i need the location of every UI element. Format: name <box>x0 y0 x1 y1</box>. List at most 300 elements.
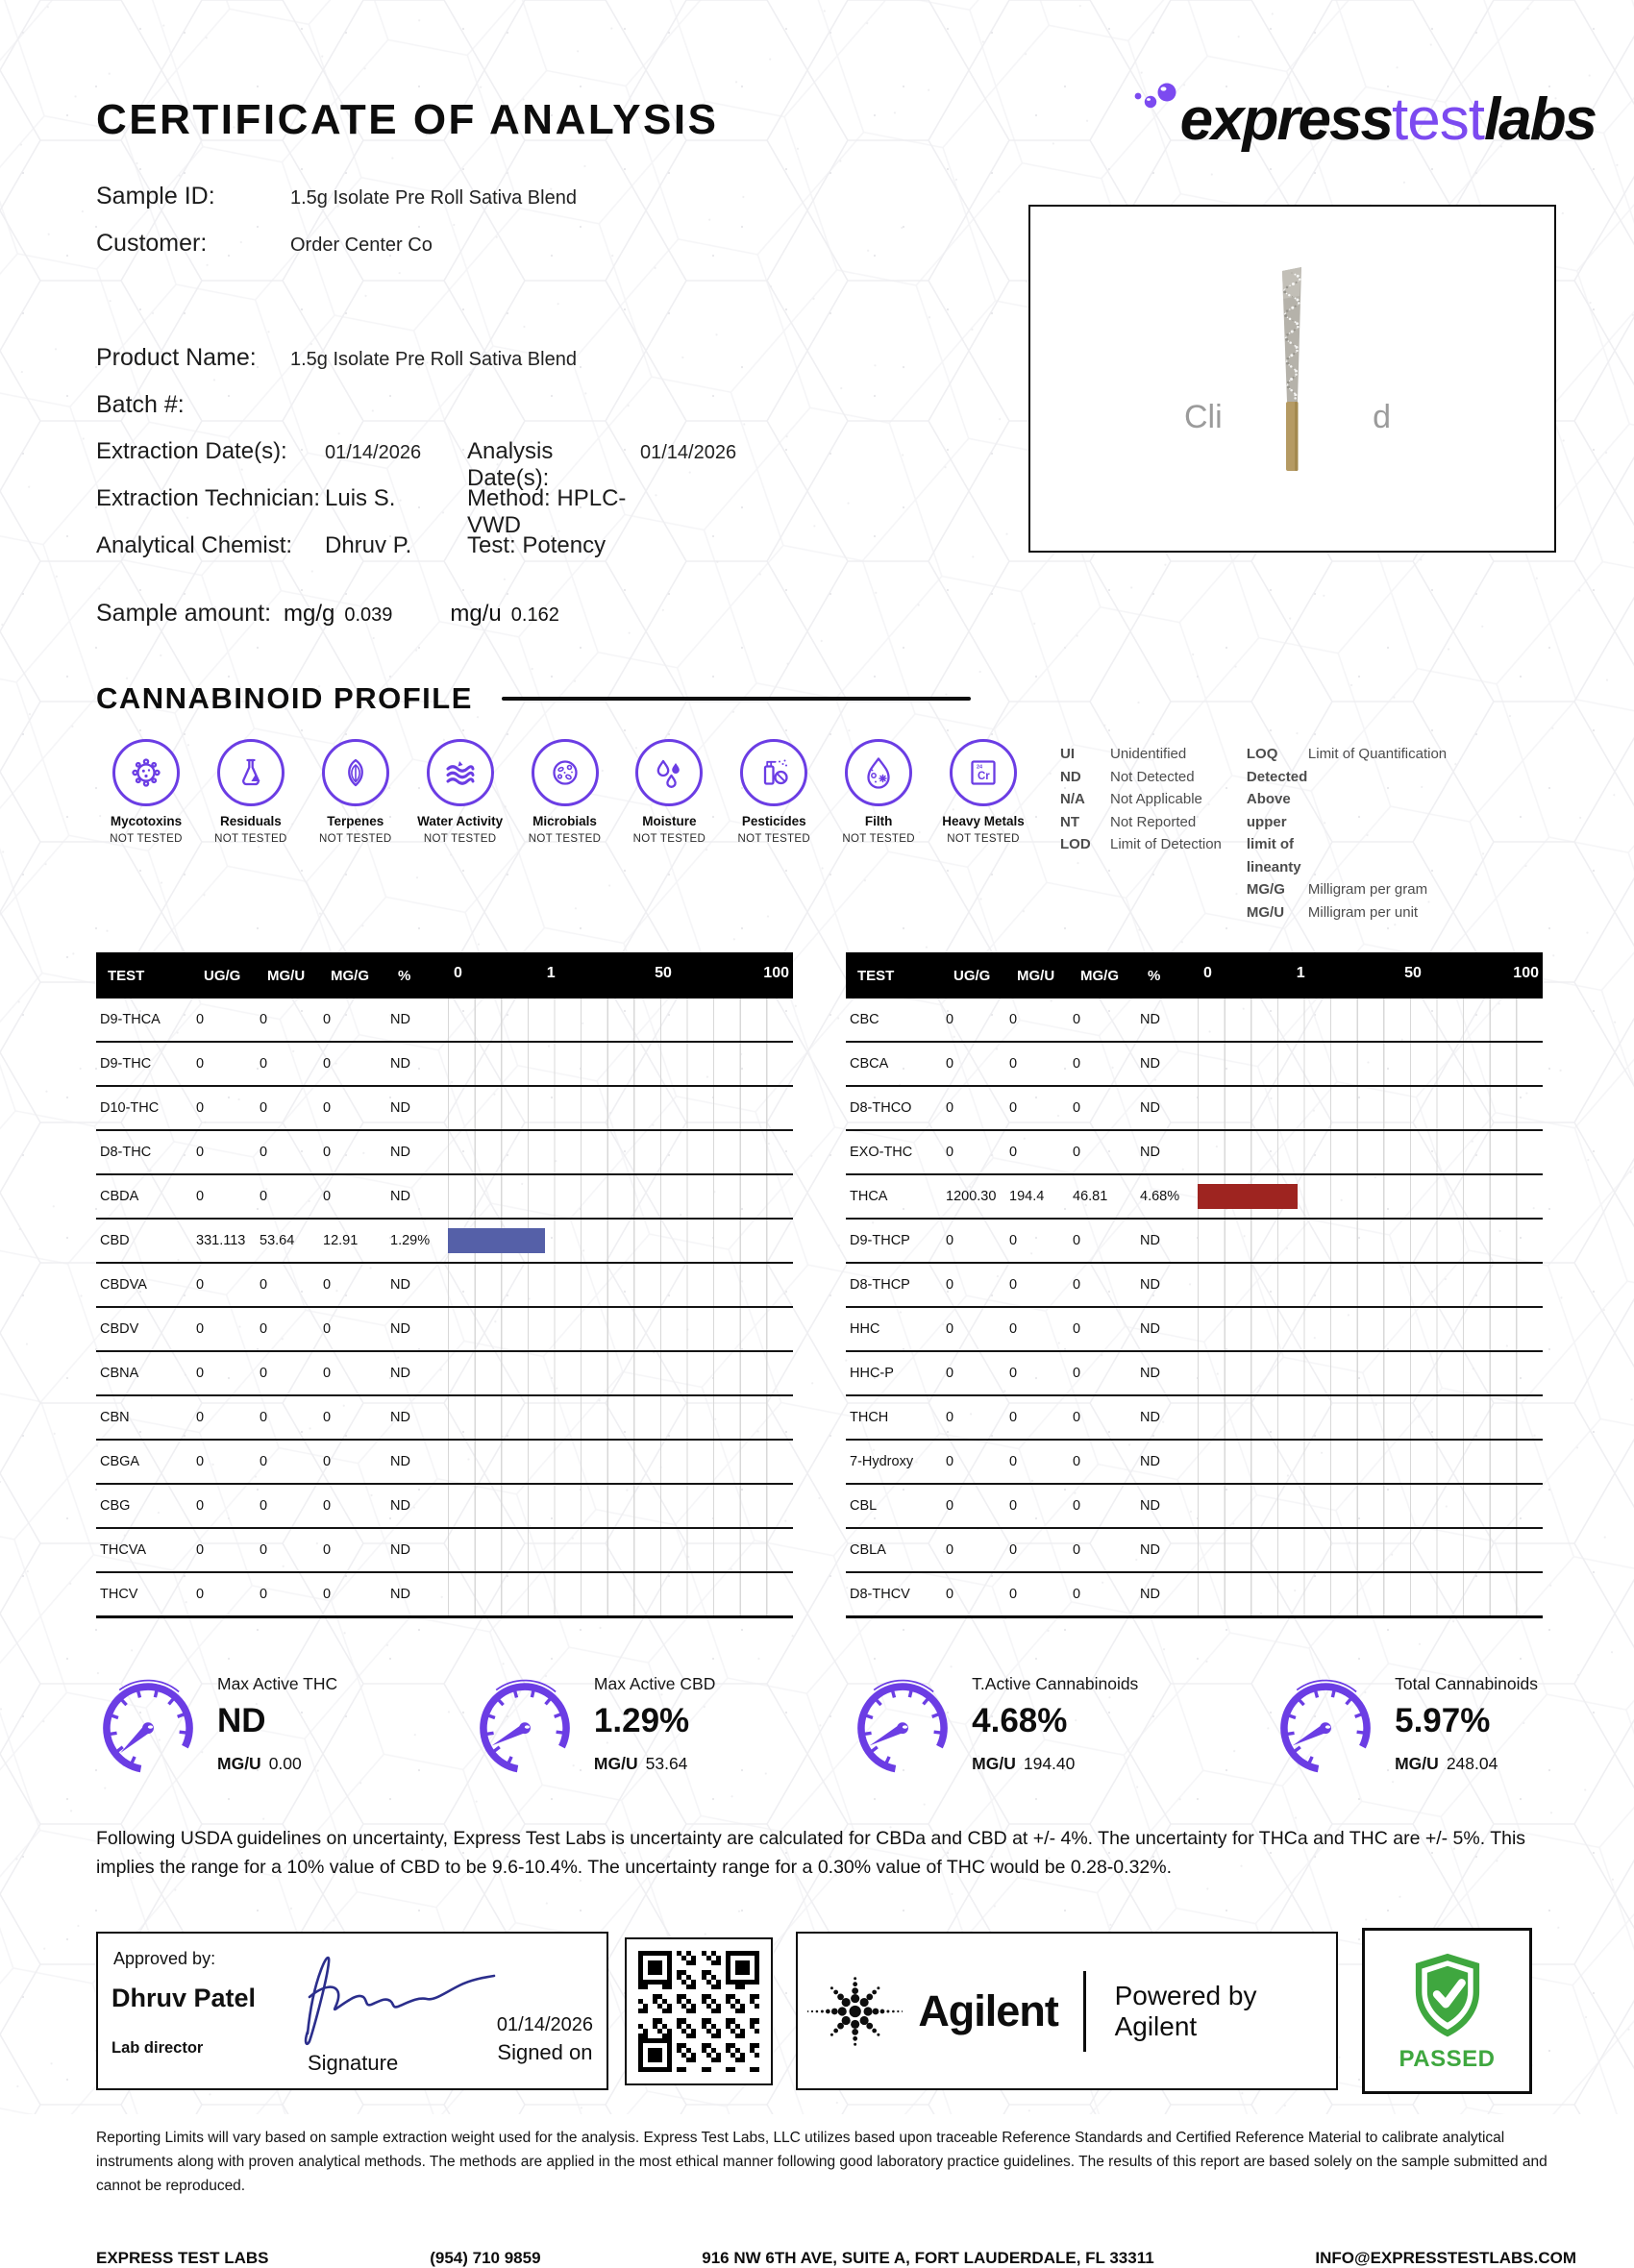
heavy-metals-cr-icon <box>964 753 1003 792</box>
bar-chart-cell <box>448 998 793 1041</box>
sample-info <box>96 183 1000 647</box>
analyte-name: CBNA <box>100 1366 139 1381</box>
bar-chart-cell <box>1198 998 1543 1041</box>
bar-chart-cell <box>448 1087 793 1129</box>
bar-chart-cell <box>1198 1220 1543 1262</box>
percent-value: ND <box>1140 1587 1160 1602</box>
analyte-name: EXO-THC <box>850 1145 913 1160</box>
panel-heavy-metals: 24 Cr Heavy Metals NOT TESTED <box>933 739 1033 924</box>
gauge-total-active-cannabinoids: T.Active Cannabinoids 4.68% MG/U 194.40 <box>851 1672 1138 1780</box>
bar-chart-cell <box>1198 1441 1543 1483</box>
ugg-value: 0 <box>946 1012 954 1027</box>
powered-by-agilent: Powered by Agilent <box>1114 1980 1257 2041</box>
percent-value: ND <box>390 1277 410 1293</box>
not-tested-panels <box>96 739 1033 924</box>
footer-address: 916 NW 6TH AVE, SUITE A, FORT LAUDERDALE, FL 33311 <box>702 2248 1154 2267</box>
analyte-name: D9-THC <box>100 1056 152 1072</box>
cannabinoid-profile-heading <box>96 681 971 716</box>
mgu-value: 0 <box>260 1587 268 1602</box>
gauge-total-cannabinoids: Total Cannabinoids 5.97% MG/U 248.04 <box>1274 1672 1538 1780</box>
table-row <box>96 1264 793 1308</box>
analyte-name: D10-THC <box>100 1100 160 1116</box>
table-row <box>846 1043 1543 1087</box>
bar-chart-cell <box>448 1352 793 1394</box>
percent-value: ND <box>1140 1233 1160 1248</box>
customer-row <box>96 230 1000 277</box>
percent-value: ND <box>1140 1056 1160 1072</box>
extraction-technician-label: Extraction Technician: <box>96 485 321 511</box>
table-row <box>96 1087 793 1131</box>
water-activity-waves-icon <box>441 753 480 792</box>
table-row <box>846 1485 1543 1529</box>
section-title: CANNABINOID PROFILE <box>96 681 473 715</box>
bar-chart-cell <box>448 1573 793 1615</box>
panel-pesticides: Pesticides NOT TESTED <box>724 739 824 924</box>
percent-value: ND <box>390 1100 410 1116</box>
batch-row <box>96 391 1000 438</box>
sample-id-row <box>96 183 1000 230</box>
percent-value: ND <box>1140 1277 1160 1293</box>
bar-chart-cell <box>1198 1396 1543 1439</box>
product-name-value: 1.5g Isolate Pre Roll Sativa Blend <box>290 349 577 370</box>
mgg-value: 0 <box>323 1498 332 1514</box>
upload-placeholder-right: d <box>1373 399 1391 435</box>
chemist-label: Analytical Chemist: <box>96 532 293 558</box>
mgg-value: 0 <box>1073 1100 1081 1116</box>
analysis-date-value: 01/14/2026 <box>640 442 737 463</box>
ugg-value: 0 <box>946 1277 954 1293</box>
signed-on-date: 01/14/2026 <box>496 2014 593 2036</box>
table-row <box>846 1131 1543 1175</box>
table-row <box>846 1573 1543 1618</box>
legend-item: N/A Not Applicable <box>1060 791 1202 807</box>
panel-filth: Filth NOT TESTED <box>829 739 928 924</box>
table-body <box>846 998 1543 1618</box>
logo-bubbles-icon <box>1130 83 1180 127</box>
footer <box>96 2249 1576 2268</box>
table-body <box>96 998 793 1618</box>
percent-value: ND <box>1140 1012 1160 1027</box>
ugg-value: 0 <box>196 1277 205 1293</box>
bar-chart-cell <box>448 1131 793 1173</box>
table-row <box>96 1441 793 1485</box>
mgu-value: 0 <box>1009 1145 1018 1160</box>
percent-value: ND <box>390 1454 410 1469</box>
ugg-value: 0 <box>196 1542 205 1558</box>
mgu-value: 0 <box>260 1366 268 1381</box>
moisture-droplets-icon <box>650 753 688 792</box>
mgu-value: 0 <box>260 1498 268 1514</box>
gauge-icon <box>1274 1672 1377 1780</box>
ugg-value: 0 <box>196 1366 205 1381</box>
analyte-name: CBDVA <box>100 1277 147 1293</box>
table-row <box>96 1043 793 1087</box>
ugg-value: 0 <box>946 1233 954 1248</box>
batch-label: Batch #: <box>96 391 185 418</box>
cannabinoid-table-right <box>846 952 1543 1618</box>
bar-chart-cell <box>448 1308 793 1350</box>
panel-water-activity: Water Activity NOT TESTED <box>410 739 510 924</box>
mgu-value: 0 <box>1009 1233 1018 1248</box>
gauge-icon <box>851 1672 954 1780</box>
bar-chart-cell <box>1198 1043 1543 1085</box>
preroll-product-image <box>1234 228 1349 528</box>
mgu-value: 0 <box>1009 1012 1018 1027</box>
legend-item: ND Not Detected <box>1060 768 1195 785</box>
panel-moisture: Moisture NOT TESTED <box>619 739 719 924</box>
analyte-name: CBDV <box>100 1321 139 1337</box>
residuals-flask-icon <box>232 753 270 792</box>
logo-express: express <box>1179 86 1392 153</box>
bar-chart-cell <box>448 1396 793 1439</box>
analyte-name: THCA <box>850 1189 888 1204</box>
ugg-value: 0 <box>946 1410 954 1425</box>
method-value: HPLC-VWD <box>467 485 627 538</box>
mgu-value: 0 <box>260 1321 268 1337</box>
approval-row <box>96 1928 1538 2094</box>
extraction-technician-value: Luis S. <box>325 485 396 511</box>
ugg-value: 0 <box>196 1587 205 1602</box>
profile-row <box>96 739 1581 924</box>
mgg-value: 0 <box>323 1454 332 1469</box>
agilent-starburst-icon <box>807 1960 903 2063</box>
ugg-value: 0 <box>946 1587 954 1602</box>
table-row <box>846 1352 1543 1396</box>
gauge-max-active-cbd: Max Active CBD 1.29% MG/U 53.64 <box>473 1672 715 1780</box>
footer-phone: (954) 710 9859 <box>430 2248 541 2267</box>
method-row <box>467 485 640 539</box>
logo-test: test <box>1392 86 1484 153</box>
method-label: Method: <box>467 485 551 511</box>
bar-chart-cell <box>1198 1131 1543 1173</box>
upload-placeholder-left: Cli <box>1184 399 1223 435</box>
table-row <box>846 1175 1543 1220</box>
scale-header: 0 1 50 100 <box>454 965 789 981</box>
mgg-value: 0 <box>323 1587 332 1602</box>
percent-value: ND <box>1140 1321 1160 1337</box>
table-row <box>96 1220 793 1264</box>
result-bar <box>1198 1184 1298 1209</box>
mgg-value: 0 <box>323 1410 332 1425</box>
passed-badge <box>1362 1928 1532 2094</box>
terpenes-leaf-icon <box>336 753 375 792</box>
gauge-max-active-thc: Max Active THC ND MG/U 0.00 <box>96 1672 337 1780</box>
summary-gauges <box>96 1672 1538 1780</box>
result-bar <box>448 1228 545 1253</box>
qr-code-box <box>625 1937 773 2085</box>
panel-mycotoxins: Mycotoxins NOT TESTED <box>96 739 196 924</box>
pesticides-spray-icon <box>755 753 793 792</box>
percent-value: ND <box>390 1410 410 1425</box>
mgg-value: 0 <box>1073 1012 1081 1027</box>
uncertainty-note: Following USDA guidelines on uncertainty, Express Test Labs is uncertainty are calculated for CBDa and CBD at +/- 4%. The uncertainty for THCa and THC are +/- 5%. This implies the range for a 10% value of CBD to be 9.6-10.4%. The uncertainty range for a 0.30% value of THC would be 0.28-0.32%. <box>96 1828 1526 1879</box>
table-row <box>96 998 793 1043</box>
mgu-value: 0 <box>260 1145 268 1160</box>
cannabinoid-tables <box>96 952 1634 1618</box>
ugg-value: 0 <box>946 1321 954 1337</box>
mycotoxins-icon <box>127 753 165 792</box>
mgg-value: 0 <box>1073 1233 1081 1248</box>
ugg-value: 0 <box>196 1012 205 1027</box>
percent-value: 1.29% <box>390 1233 431 1248</box>
table-row <box>96 1529 793 1573</box>
passed-label: PASSED <box>1399 2045 1496 2072</box>
signed-on-label: Signed on <box>497 2040 593 2065</box>
mgu-value: 0 <box>260 1277 268 1293</box>
mgg-value: 0 <box>1073 1410 1081 1425</box>
bar-chart-cell <box>1198 1264 1543 1306</box>
legend-item: NT Not Reported <box>1060 813 1197 830</box>
ugg-value: 0 <box>946 1145 954 1160</box>
table-row <box>96 1396 793 1441</box>
legend-left-column <box>1060 743 1222 924</box>
bar-chart-cell <box>448 1175 793 1218</box>
analyte-name: CBC <box>850 1012 879 1027</box>
mgu-value: 0 <box>1009 1410 1018 1425</box>
mgg-value: 0 <box>323 1542 332 1558</box>
mgu-value: 0 <box>260 1012 268 1027</box>
analyte-name: CBCA <box>850 1056 889 1072</box>
bar-chart-cell <box>448 1220 793 1262</box>
percent-value: ND <box>1140 1454 1160 1469</box>
mgg-value: 0 <box>323 1189 332 1204</box>
mgg-value: 0 <box>323 1056 332 1072</box>
table-row <box>846 1441 1543 1485</box>
analyte-name: CBLA <box>850 1542 886 1558</box>
bar-chart-cell <box>448 1485 793 1527</box>
ugg-value: 0 <box>196 1454 205 1469</box>
heading-rule <box>502 697 971 701</box>
bar-chart-cell <box>448 1264 793 1306</box>
ugg-value: 0 <box>196 1056 205 1072</box>
signature <box>281 1937 521 2051</box>
mgg-value: 0 <box>323 1321 332 1337</box>
percent-value: ND <box>390 1145 410 1160</box>
analyte-name: D8-THC <box>100 1145 152 1160</box>
analyte-name: CBL <box>850 1498 878 1514</box>
ugg-value: 0 <box>196 1189 205 1204</box>
header <box>96 86 1596 158</box>
product-name-row <box>96 344 1000 391</box>
mgg-value: 0 <box>323 1366 332 1381</box>
abbreviation-legend <box>1033 739 1581 924</box>
mgu-value: 0 <box>1009 1321 1018 1337</box>
mgu-value: 0 <box>1009 1498 1018 1514</box>
approver-role: Lab director <box>111 2039 204 2058</box>
panel-terpenes: Terpenes NOT TESTED <box>306 739 406 924</box>
signature-label: Signature <box>308 2051 399 2076</box>
mgu-value: 194.4 <box>1009 1189 1045 1204</box>
analyte-name: HHC-P <box>850 1366 894 1381</box>
product-image-box[interactable] <box>1028 205 1556 553</box>
table-row <box>96 1573 793 1618</box>
approver-name: Dhruv Patel <box>111 1984 257 2013</box>
percent-value: ND <box>1140 1366 1160 1381</box>
mgu-value: 0 <box>1009 1366 1018 1381</box>
microbials-petri-icon <box>546 753 584 792</box>
table-row <box>96 1308 793 1352</box>
mgg-label: mg/g <box>284 601 335 627</box>
dates-row <box>96 438 1000 491</box>
mgg-value: 46.81 <box>1073 1189 1108 1204</box>
bar-chart-cell <box>1198 1573 1543 1615</box>
scale-header: 0 1 50 100 <box>1203 965 1539 981</box>
ugg-value: 0 <box>946 1542 954 1558</box>
analyte-name: THCH <box>850 1410 889 1425</box>
analyte-name: 7-Hydroxy <box>850 1454 914 1469</box>
footer-email: INFO@EXPRESSTESTLABS.COM <box>1315 2248 1576 2267</box>
legend-right-column <box>1247 743 1447 924</box>
table-header: TEST UG/G MG/U MG/G % 0 1 50 100 <box>846 952 1543 998</box>
analyte-name: D9-THCA <box>100 1012 161 1027</box>
mgu-value: 0 <box>260 1189 268 1204</box>
approved-by-label: Approved by: <box>113 1949 216 1969</box>
legend-item: LOD Limit of Detection <box>1060 836 1222 852</box>
percent-value: ND <box>1140 1100 1160 1116</box>
divider <box>1083 1971 1086 2052</box>
sample-amount-row <box>96 600 1000 647</box>
percent-value: ND <box>1140 1145 1160 1160</box>
table-row <box>96 1485 793 1529</box>
analyte-name: D8-THCP <box>850 1277 910 1293</box>
ugg-value: 0 <box>196 1100 205 1116</box>
ugg-value: 331.113 <box>196 1233 246 1248</box>
customer-value: Order Center Co <box>290 234 433 256</box>
mgg-value: 0 <box>1073 1454 1081 1469</box>
mgg-value: 0 <box>323 1145 332 1160</box>
mgu-value: 0.162 <box>510 604 559 626</box>
percent-value: ND <box>390 1498 410 1514</box>
passed-shield-icon <box>1403 1950 1492 2044</box>
bar-chart-cell <box>1198 1485 1543 1527</box>
page-title: CERTIFICATE OF ANALYSIS <box>96 96 719 143</box>
percent-value: ND <box>390 1189 410 1204</box>
analyte-name: D8-THCV <box>850 1587 910 1602</box>
mgu-value: 0 <box>1009 1277 1018 1293</box>
footer-company: EXPRESS TEST LABS <box>96 2248 269 2267</box>
mgg-value: 12.91 <box>323 1233 359 1248</box>
legend-item: UI Unidentified <box>1060 746 1187 762</box>
mgg-value: 0 <box>1073 1366 1081 1381</box>
table-row <box>846 1087 1543 1131</box>
bar-chart-cell <box>1198 1352 1543 1394</box>
analyte-name: D9-THCP <box>850 1233 910 1248</box>
mgg-value: 0 <box>1073 1498 1081 1514</box>
test-value: Potency <box>522 532 607 558</box>
mgu-value: 0 <box>260 1100 268 1116</box>
table-row <box>96 1175 793 1220</box>
logo-labs: labs <box>1483 86 1596 153</box>
mgg-value: 0.039 <box>344 604 393 626</box>
panel-microbials: Microbials NOT TESTED <box>515 739 615 924</box>
gauge-icon <box>473 1672 577 1780</box>
table-row <box>846 998 1543 1043</box>
agilent-brand: Agilent <box>918 1985 1058 2035</box>
mgu-value: 0 <box>260 1542 268 1558</box>
mgu-value: 0 <box>1009 1100 1018 1116</box>
svg-text:24: 24 <box>977 764 983 771</box>
table-row <box>96 1131 793 1175</box>
percent-value: ND <box>1140 1498 1160 1514</box>
percent-value: ND <box>390 1321 410 1337</box>
ugg-value: 0 <box>196 1321 205 1337</box>
extraction-date-label: Extraction Date(s): <box>96 438 287 464</box>
legend-item: Detected <box>1246 768 1308 785</box>
analysis-date-label: Analysis Date(s): <box>467 438 554 491</box>
mgu-label: mg/u <box>450 601 502 627</box>
bar-chart-cell <box>448 1529 793 1571</box>
sample-amount-label: Sample amount: <box>96 600 272 627</box>
percent-value: ND <box>390 1012 410 1027</box>
analyte-name: THCV <box>100 1587 138 1602</box>
mgu-value: 0 <box>1009 1587 1018 1602</box>
analyte-name: CBDA <box>100 1189 139 1204</box>
sample-id-label: Sample ID: <box>96 183 215 210</box>
ugg-value: 0 <box>946 1100 954 1116</box>
percent-value: ND <box>390 1587 410 1602</box>
bar-chart-cell <box>448 1441 793 1483</box>
bar-chart-cell <box>1198 1308 1543 1350</box>
panel-residuals: Residuals NOT TESTED <box>201 739 301 924</box>
percent-value: ND <box>1140 1542 1160 1558</box>
percent-value: ND <box>390 1366 410 1381</box>
ugg-value: 1200.30 <box>946 1189 997 1204</box>
ugg-value: 0 <box>946 1366 954 1381</box>
analyte-name: CBD <box>100 1233 130 1248</box>
bar-chart-cell <box>448 1043 793 1085</box>
ugg-value: 0 <box>946 1056 954 1072</box>
ugg-value: 0 <box>196 1410 205 1425</box>
mgu-value: 53.64 <box>260 1233 295 1248</box>
mgu-value: 0 <box>260 1454 268 1469</box>
ugg-value: 0 <box>196 1145 205 1160</box>
table-row <box>846 1220 1543 1264</box>
mgg-value: 0 <box>323 1277 332 1293</box>
cannabinoid-table-left <box>96 952 793 1618</box>
table-row <box>846 1396 1543 1441</box>
percent-value: 4.68% <box>1140 1189 1180 1204</box>
table-row <box>846 1264 1543 1308</box>
chemist-value: Dhruv P. <box>325 532 412 558</box>
analyte-name: HHC <box>850 1321 880 1337</box>
bar-chart-cell <box>1198 1529 1543 1571</box>
mgg-value: 0 <box>1073 1145 1081 1160</box>
mgg-value: 0 <box>1073 1056 1081 1072</box>
technician-row <box>96 485 1000 538</box>
analyte-name: CBGA <box>100 1454 140 1469</box>
analyte-name: CBG <box>100 1498 131 1514</box>
table-header: TEST UG/G MG/U MG/G % 0 1 50 100 <box>96 952 793 998</box>
mgg-value: 0 <box>1073 1587 1081 1602</box>
analyte-name: THCVA <box>100 1542 147 1558</box>
mgg-value: 0 <box>323 1012 332 1027</box>
reporting-limits-note: Reporting Limits will vary based on sample extraction weight used for the analysis. Express Test Labs, LLC utilizes based upon traceable Reference Standards and Certified Reference Material to calibrate analytical instruments along with proven analytical methods. The methods are applied in the most ethical manner following good laboratory practice guidelines. The results of this report are based solely on the sample submitted and cannot be reproduced. <box>96 2130 1547 2195</box>
mgu-value: 0 <box>1009 1056 1018 1072</box>
percent-value: ND <box>390 1542 410 1558</box>
mgg-value: 0 <box>323 1100 332 1116</box>
analyte-name: CBN <box>100 1410 130 1425</box>
customer-label: Customer: <box>96 230 208 257</box>
table-row <box>846 1308 1543 1352</box>
analyte-name: D8-THCO <box>850 1100 912 1116</box>
ugg-value: 0 <box>946 1498 954 1514</box>
extraction-date-value: 01/14/2026 <box>325 442 422 463</box>
sample-id-value: 1.5g Isolate Pre Roll Sativa Blend <box>290 187 577 209</box>
agilent-box <box>796 1932 1338 2090</box>
percent-value: ND <box>1140 1410 1160 1425</box>
mgu-value: 0 <box>1009 1454 1018 1469</box>
bar-chart-cell <box>1198 1175 1543 1218</box>
